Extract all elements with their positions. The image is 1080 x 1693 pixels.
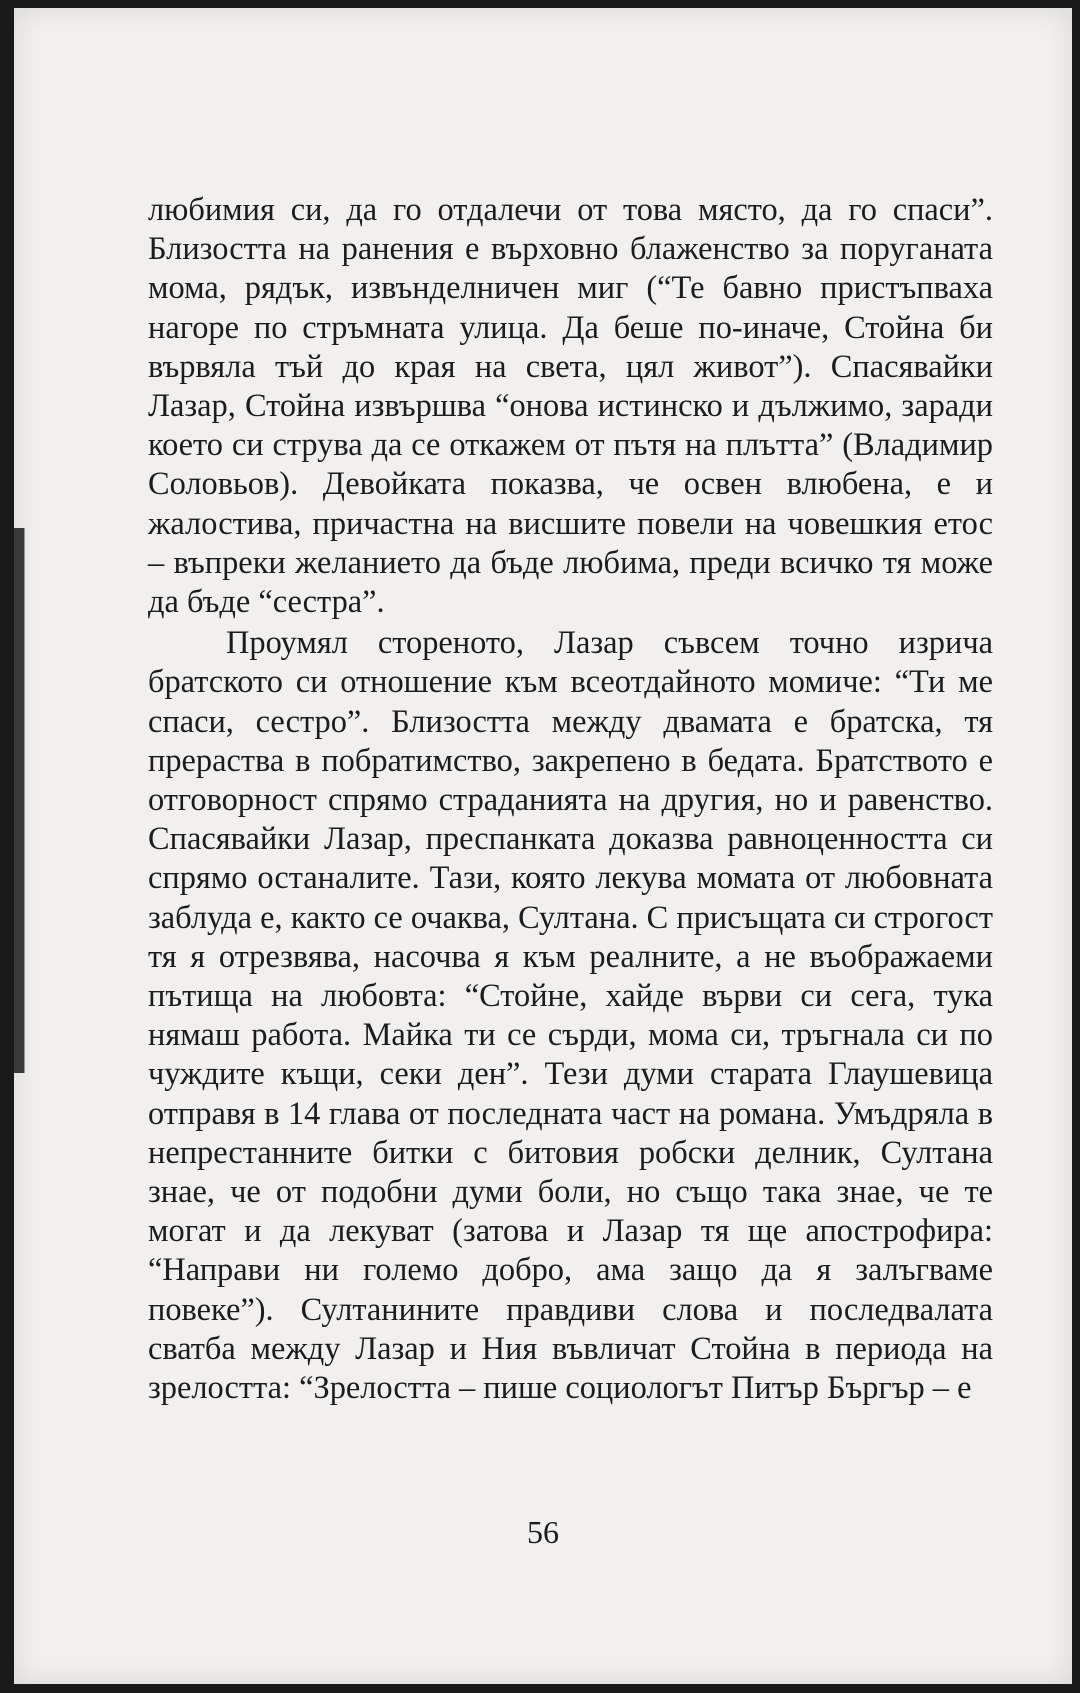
paragraph: Проумял стореното, Лазар съвсем точно изрича братското си отношение към всеотдайното момиче: “Ти ме спаси, сестро”. Близостта между двамата е братска, тя прераства в побратимство, закрепено в бедата. Братството е отговорност спрямо страданията на другия, но и равенство. Спасявайки Лазар, преспанката доказва равноценността си спрямо останалите. Тази, която лекува момата от любовната заблуда е, както се очаква, Султана. С присъщата си строгост тя я отрезвява, насочва я към реалните, а не въображаеми пътища на любовта: “Стойне, хайде върви си сега, тука нямаш работа. Майка ти се сърди, мома си, тръгнала си по чуждите къщи, секи ден”. Тези думи старата Глаушевица отправя в 14 глава от последната част на романа. Умъдряла в непрестанните битки с битовия робски делник, Султана знае, че от подобни думи боли, но също така знае, че те могат и да лекуват (затова и Лазар тя ще апострофира: “Направи ни големо добро, ама защо да я залъгваме повеке”). Султанините правдиви слова и последвалата сватба между Лазар и Ния въвличат Стойна в периода на зрелостта: “Зрелостта – пише социологът Питър Бъргър – е bbox=[148, 625, 993, 1407]
body-text bbox=[148, 191, 993, 1408]
paragraph-continued: любимия си, да го отдалечи от това място, да го спаси”. Близостта на ранения е върховно блаженство за поруганата мома, рядък, извънделничен миг (“Те бавно пристъпваха нагоре по стръмната улица. Да беше по-иначе, Стойна би вървяла тъй до края на света, цял живот”). Спасявайки Лазар, Стойна извършва “онова истинско и дължимо, заради което си струва да се откажем от пътя на плътта” (Владимир Соловьов). Девойката показва, че освен влюбена, е и жалостива, причастна на висшите повели на човешкия етос – въпреки желанието да бъде любима, преди всичко тя може да бъде “сестра”. bbox=[148, 192, 993, 621]
page-edge-tab bbox=[14, 528, 25, 1073]
page-number: 56 bbox=[527, 1514, 559, 1550]
book-page bbox=[14, 8, 1072, 1684]
